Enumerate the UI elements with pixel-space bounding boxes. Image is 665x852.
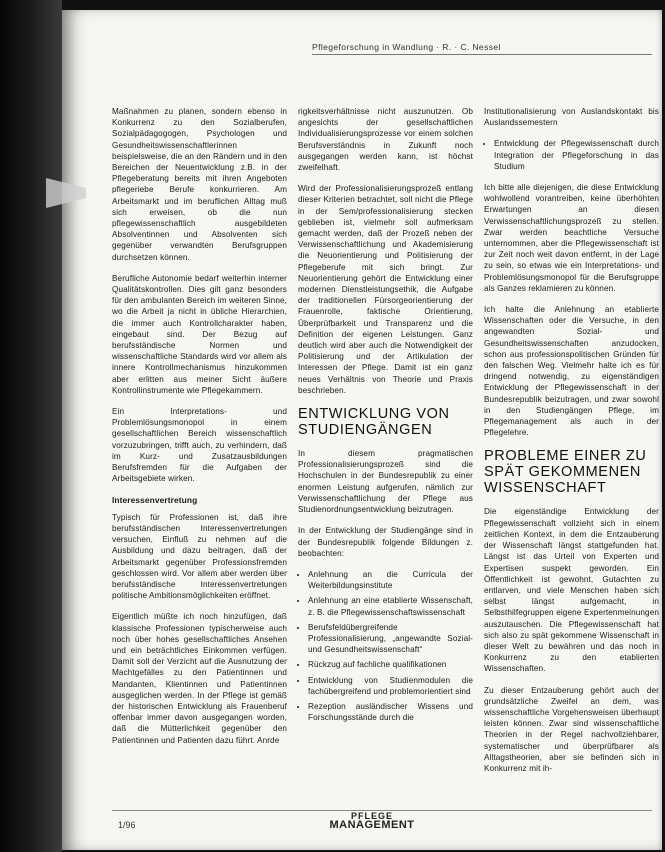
paragraph: Die eigenständige Entwicklung der Pflegewissenschaft vollzieht sich in einem zeitlichen Kontext, in dem die Entzauberung der Wissenschaft längst stattgefunden hat. Längst ist das Urteil von Experten und Expertisen suspekt geworden. Ein Öffentlichkeit ist gewohnt, Gutachten zu entlarven, und viele Menschen haben sich selbst längst aufgemacht, in Selbsthilfegruppen eigene Expertenmeinungen auszutauschen. Die Pflegewissenschaft hat sich also zu spät gekommene Wissenschaft in dieser Welt zu bewähren und das noch in Konkurrenz zu den etablierten Wissenschaften. [484,507,659,674]
section-heading-studiengaenge: ENTWICKLUNG VON STUDIENGÄNGEN [298,406,450,439]
section-heading-probleme: PROBLEME EINER ZU SPÄT GEKOMMENEN WISSENSCHAFT [484,448,647,497]
list-item: • Anlehnung an die Curricula der Weiterbildungsinstitute [308,569,473,591]
list-item: • Berufsfeldübergreifende Professionalisierung, „angewandte Sozial- und Gesundheitswissenschaft“ [308,622,473,656]
paragraph: Eigentlich müßte ich noch hinzufügen, daß klassische Professionen typischerweise auch noch über hohes gesellschaftliches Ansehen und ein beträchtliches Einkommen verfügen. Damit soll der Verzicht auf die Ausnutzung der Machtgefälles zu den Patientinnen und Mandanten, Klientinnen und Patientinnen ausgeglichen werden. In der Pflege ist gemäß der historischen Entwicklung als Frauenberuf offenbar immer davon ausgegangen worden, daß die Mütterlichkeit gegenüber den Patientinnen und Patienten dazu führt. Anrde [112,612,287,745]
paragraph: Ich halte die Anlehnung an etablierte Wissenschaften oder die Versuche, in den angewandten Sozial- und Gesundheitswissenschaften anzudocken, schon aus professionspolitischen Gründen für den falschen Weg. Vielmehr halte ich es für dringend notwendig, zu eigenständigen Entwicklung der Pflegewissenschaft in der Bundesrepublik beizutragen, und zwar sowohl in den Studiengängen Pflege, im Pflegemanagement als auch in der Pflegelehre. [484,305,659,438]
logo-line-1: PFLEGE [350,811,393,821]
paragraph: Maßnahmen zu planen, sondern ebenso in Konkurrenz zu den Sozialberufen, Sozialpädagogogen, Psychologen und Gesundheitswissenschaftlerinnen beispielsweise, die an den Rändern und in den Bereichen der Neuentwicklung z.B. in der Pflegeberatung bereits mit ihren Angeboten pflegeriebe Berufe konkurrieren. Am Arbeitsmarkt und im beruflichen Alltag muß sich erweisen, ob die nun pflegewissenschaftlich ausgebildeten Absolventinnen und Absolventen sich gegenüber verwandten Berufsgruppen durchsetzen können. [112,107,287,262]
paragraph: Institutionalisierung von Auslandskontakt bis Auslandssemestern [484,107,659,128]
column-1 [112,106,287,756]
logo-line-2: MANAGEMENT [329,819,415,831]
list-item: • Entwicklung der Pflegewissenschaft durch Integration der Pflegeforschung in das Studium [494,138,659,172]
subheading-interessenvertretung: Interessenvertretung [112,494,198,505]
running-head: Pflegeforschung in Wandlung · R. · C. Nessel [312,42,652,55]
column-2 [298,106,473,733]
paragraph: rigkeitsverhältnisse nicht auszunutzen. Ob angesichts der gesellschaftlichen Individualisierungsprozesse vor einem solchen Berufsverständnis in Zukunft noch ausgegangen werden kann, ist höchst zweifelhaft. [298,107,473,173]
paragraph: In diesem pragmatischen Professionalisierungsprozeß sind die Hochschulen in der Bundesrepublik zu einer enormen Leistung aufgerufen, nämlich zur Verwissenschaftlichung der Pflege aus Studienordnungsentwicklung beizutragen. [298,449,473,515]
magazine-page [62,10,662,850]
book-spine-shadow [0,0,62,852]
paragraph: Berufliche Autonomie bedarf weiterhin interner Qualitätskontrollen. Dies gilt ganz besonders für den ambulanten Bereich im weiteren Sinne, wo die Arbeit ja nicht in übliche Hierarchien, die immer auch Kontrollcharakter haben, eingebaut sind. Der Bezug auf berufsständische Normen und wissenschaftliche Standards wird vor allem als innere Kontrollmechanismus hinzukommen aber erlitten aus meiner Sicht äußere Kontrollinstrumente wie Pflegekammern. [112,273,287,395]
list-item: • Rückzug auf fachliche qualifikationen [308,659,473,670]
bullet-list [484,138,659,172]
paragraph: Zu dieser Entzauberung gehört auch der grundsätzliche Zweifel an dem, was wissenschaftliche Vorgehensweisen überhaupt leisten können. Zwar sind wissenschaftliche Theorien in der Regel nachvollziehbarer, systematischer und überprüfbarer als Alltagstheorien, aber sie befinden sich in Konkurrenz mit ih- [484,685,659,773]
list-item: • Anlehnung an eine etablierte Wissenschaft, z. B. die Pflegewissenschaftswissenschaft [308,595,473,617]
publication-logo [312,812,432,830]
page-number: 1/96 [118,820,136,830]
paragraph: Ich bitte alle diejenigen, die diese Entwicklung wohlwollend vorantreiben, keine überhöhten Erwartungen an diesen Verwissenschaftlichungsprozeß zu stellen. Zwar werden beachtliche Versuche unternommen, aber die Pflegewissenschaft ist zur Zeit noch weit davon entfernt, in der Lage zu sein, so etwas wie ein Interpretations- und Problemlösungsmonopol für die Berufsgruppe als Ganzes reklamieren zu können. [484,183,659,293]
bullet-list [298,569,473,723]
paragraph: In der Entwicklung der Studiengänge sind in der Bundesrepublik folgende Bildungen z. beobachten: [298,526,473,558]
paragraph: Wird der Professionalisierungsprozeß entlang dieser Kriterien betrachtet, soll nicht die Pflege in der Sem/professionalisierung stecken geblieben ist, vielmehr soll aufmerksam gemacht werden, daß der Prozeß neben der Verwissenschaftlichung und Akademisierung die Neuorientierung und Politisierung der Pflegeberufe mit sich bringt. Zur Neuorientierung gehört die Entwicklung einer modernen Dienstleistungsethik, die Aufgabe der traditionellen Fürsorgeorientierung der Frauenrolle, faktische Orientierung, Überprüfbarkeit und Transparenz und die Definition der eigenen Leistungen. Ganz deutlich wird aber auch die Notwendigkeit der Politisierung und der Artikulation der Interessen der Pflege. Damit ist ein ganz neues Verhältnis von Theorie und Praxis beschrieben. [298,184,473,395]
paragraph: Ein Interpretations- und Problemlösungsmonopol in einem gesellschaftlichen Bereich wissenschaftlich vorzuzubringen, trifft auch, zu verhindern, daß im Kurz- und Zusatzausbildungen Berufsfremden für die Aufgaben der Arbeitsgebiete wirken. [112,407,287,484]
list-item: • Rezeption ausländischer Wissens und Forschungsstände durch die [308,701,473,723]
column-3 [484,106,659,784]
paragraph: Typisch für Professionen ist, daß ihre berufsständischen Interessenvertretungen versuchen, Einfluß zu nehmen auf die Ausbildung und dazu beitragen, daß der Arbeitsmarkt gegenüber Professionsfremden geschlossen wird. Vor allem aber werden über berufsständische Interessenvertretungen politische Ambitionsmöglichkeiten eröffnet. [112,512,287,601]
list-item: • Entwicklung von Studienmodulen die fachübergreifend und problemorientiert sind [308,675,473,697]
